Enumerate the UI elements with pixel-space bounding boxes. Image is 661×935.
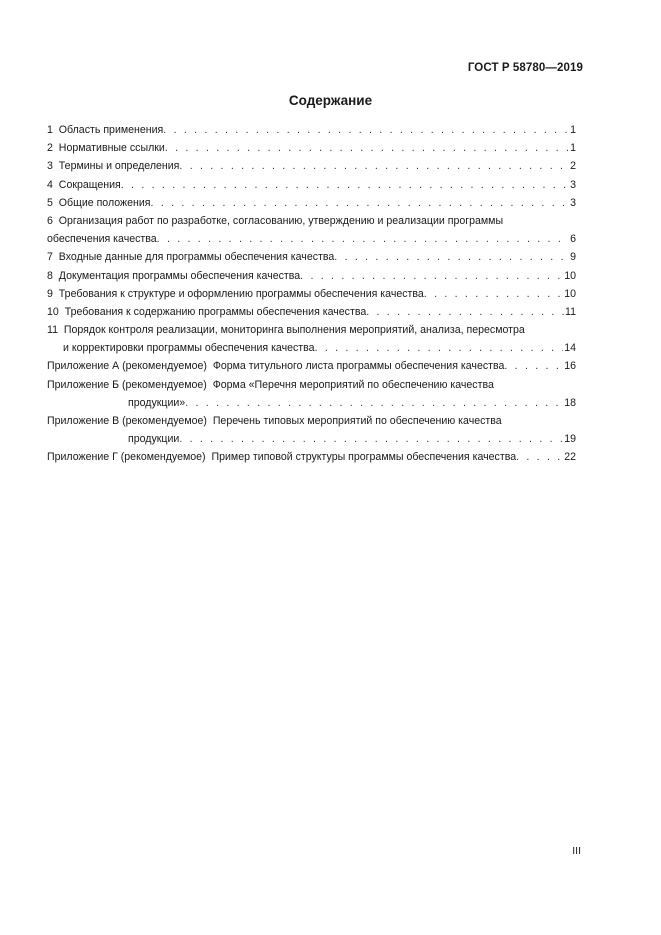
toc-entry-appendix-g[interactable]: Приложение Г (рекомендуемое) Пример типовой структуры программы обеспечения качества . . . 22: [47, 448, 576, 466]
toc-page: 2: [570, 160, 576, 173]
leader-dots: [315, 339, 564, 357]
toc-page: 11: [565, 305, 576, 318]
leader-dots: [300, 267, 563, 285]
toc-page: 10: [564, 287, 576, 300]
leader-dots: [516, 448, 563, 466]
toc-page: 10: [564, 269, 576, 282]
toc-entry-6[interactable]: 6 Организация работ по разработке, согласованию, утверждению и реализации программы обеспечения качества . . . 6: [47, 212, 576, 248]
toc-entry-2[interactable]: 2 Нормативные ссылки . . . 1: [47, 139, 576, 157]
leader-dots: [157, 230, 569, 248]
leader-dots: [121, 176, 569, 194]
leader-dots: [185, 394, 563, 412]
toc-page: 3: [570, 196, 576, 209]
toc-page: 16: [564, 360, 576, 373]
leader-dots: [424, 285, 563, 303]
toc-page: 6: [570, 233, 576, 246]
leader-dots: [165, 139, 569, 157]
leader-dots: [334, 248, 569, 266]
toc-entry-appendix-b[interactable]: Приложение Б (рекомендуемое) Форма «Перечня мероприятий по обеспечению качества продукции» . . . 18: [47, 376, 576, 412]
leader-dots: [163, 121, 569, 139]
page-number: III: [572, 845, 581, 857]
toc-page: 14: [564, 342, 576, 355]
toc-page: 19: [564, 433, 576, 446]
leader-dots: [179, 157, 569, 175]
toc-page: 3: [570, 178, 576, 191]
toc-entry-11[interactable]: 11 Порядок контроля реализации, мониторинга выполнения мероприятий, анализа, пересмотра и корректировки программы обеспечения качества . . . 14: [47, 321, 576, 357]
toc-entry-4[interactable]: 4 Сокращения . . . 3: [47, 176, 576, 194]
toc-entry-8[interactable]: 8 Документация программы обеспечения качества . . . 10: [47, 267, 576, 285]
leader-dots: [179, 430, 563, 448]
toc-entry-appendix-v[interactable]: Приложение В (рекомендуемое) Перечень типовых мероприятий по обеспечению качества продукции . . . 19: [47, 412, 576, 448]
toc-page: 18: [564, 396, 576, 409]
leader-dots: [504, 357, 563, 375]
leader-dots: [151, 194, 570, 212]
toc-page: 1: [570, 142, 576, 155]
toc-entry-5[interactable]: 5 Общие положения . . . 3: [47, 194, 576, 212]
standard-designation: ГОСТ Р 58780—2019: [467, 62, 583, 74]
table-of-contents: [47, 121, 576, 467]
toc-entry-7[interactable]: 7 Входные данные для программы обеспечения качества . . . 9: [47, 248, 576, 266]
toc-entry-1[interactable]: 1 Область применения . . . 1: [47, 121, 576, 139]
page-title: Содержание: [288, 93, 373, 108]
leader-dots: [366, 303, 564, 321]
toc-entry-3[interactable]: 3 Термины и определения . . . 2: [47, 157, 576, 175]
toc-page: 1: [570, 124, 576, 136]
toc-page: 22: [564, 451, 576, 464]
toc-entry-appendix-a[interactable]: Приложение А (рекомендуемое) Форма титульного листа программы обеспечения качества . . . 16: [47, 357, 576, 375]
toc-page: 9: [570, 251, 576, 264]
toc-entry-10[interactable]: 10 Требования к содержанию программы обеспечения качества . . . 11: [47, 303, 576, 321]
toc-entry-9[interactable]: 9 Требования к структуре и оформлению программы обеспечения качества . . . 10: [47, 285, 576, 303]
